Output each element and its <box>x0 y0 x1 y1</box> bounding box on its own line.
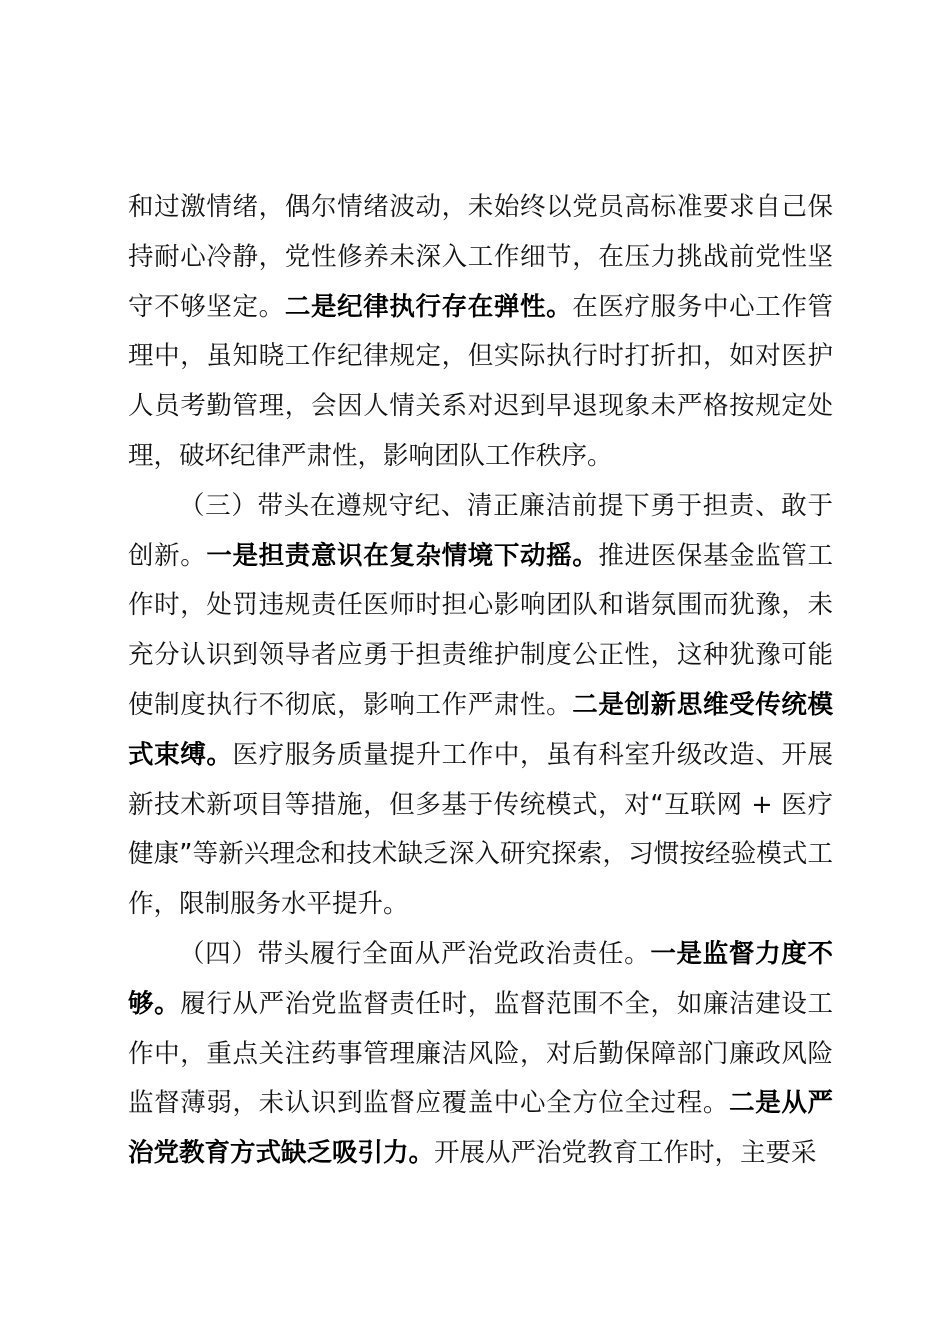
paragraph-discipline-continued <box>128 183 833 482</box>
bold-heading-run: 一是监督力度不够。 <box>128 938 833 1019</box>
bold-heading-run: 二是纪律执行存在弹性。 <box>284 291 573 322</box>
bold-heading-run: 一是担责意识在复杂情境下动摇。 <box>206 540 599 571</box>
text-run: 开展从严治党教育工作时，主要采 <box>434 1138 817 1169</box>
document-body <box>128 183 833 1179</box>
section-heading-run: （三）带头在遵规守纪、清正廉洁前提下勇于担责、敢于创新。 <box>128 490 833 571</box>
text-run: 履行从严治党监督责任时，监督范围不全，如廉洁建设工作中，重点关注药事管理廉洁风险，对后勤保障部门廉政风险监督薄弱，未认识到监督应覆盖中心全方位全过程。 <box>128 988 833 1119</box>
paragraph-section-four <box>128 930 833 1179</box>
paragraph-section-three <box>128 482 833 930</box>
section-heading-run: （四）带头履行全面从严治党政治责任。 <box>179 938 651 969</box>
text-run: 在医疗服务中心工作管理中，虽知晓工作纪律规定，但实际执行时打折扣，如对医护人员考勤管理，会因人情关系对迟到早退现象未严格按规定处理，破坏纪律严肃性，影响团队工作秩序。 <box>128 291 833 471</box>
bold-heading-run: 二是创新思维受传统模式束缚。 <box>128 689 833 770</box>
text-run: 推进医保基金监管工作时，处罚违规责任医师时担心影响团队和谐氛围而犹豫，未充分认识到领导者应勇于担责维护制度公正性，这种犹豫可能使制度执行不彻底，影响工作严肃性。 <box>128 540 833 720</box>
bold-heading-run: 二是从严治党教育方式缺乏吸引力。 <box>128 1088 833 1169</box>
text-run: 和过激情绪，偶尔情绪波动，未始终以党员高标准要求自己保持耐心冷静，党性修养未深入工作细节，在压力挑战前党性坚守不够坚定。 <box>128 192 833 322</box>
text-run: 医疗服务质量提升工作中，虽有科室升级改造、开展新技术新项目等措施，但多基于传统模式，对“互联网 + 医疗健康”等新兴理念和技术缺乏深入研究探索，习惯按经验模式工作，限制服务水平提升。 <box>128 739 833 920</box>
